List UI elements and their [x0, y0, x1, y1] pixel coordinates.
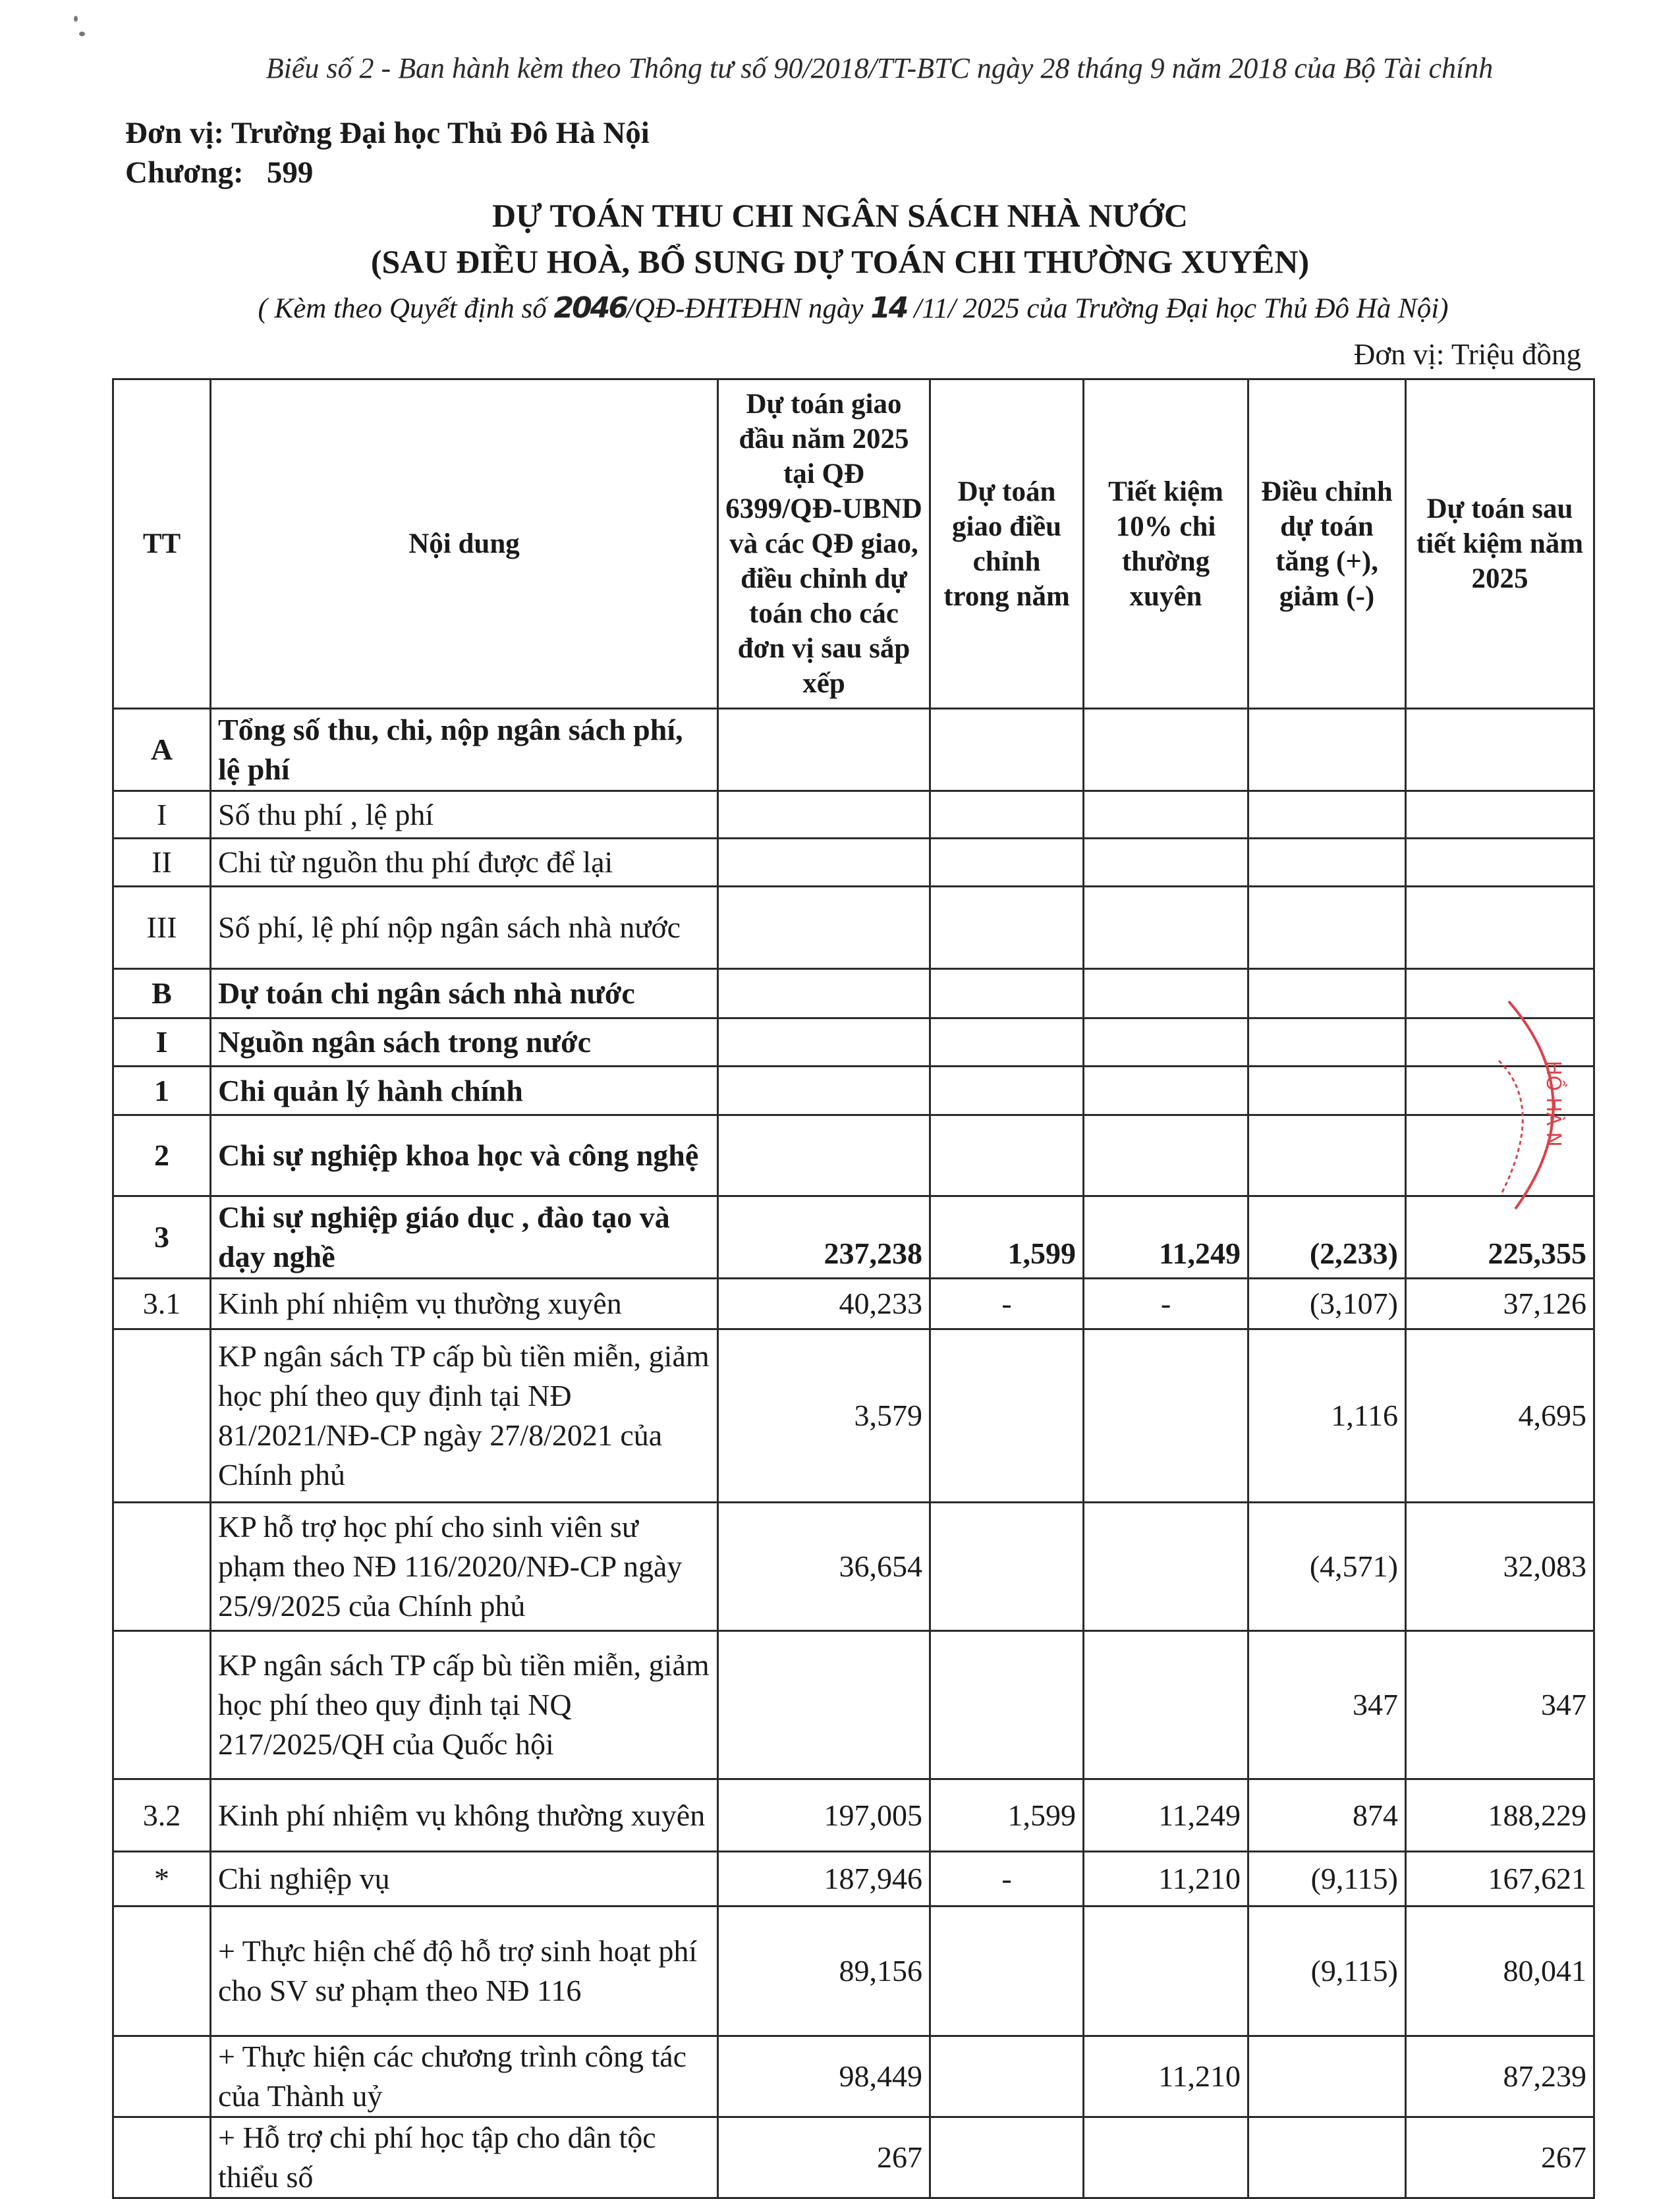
table-row	[113, 1196, 1594, 1279]
header-savings-10pct: Tiết kiệm 10% chi thường xuyên	[1084, 379, 1248, 709]
cell-initial-estimate	[718, 969, 930, 1018]
cell-final-estimate: 4,695	[1406, 1329, 1594, 1503]
table-row	[113, 1329, 1594, 1503]
row-content: Số thu phí , lệ phí	[211, 791, 718, 839]
attachment-prefix: ( Kèm theo Quyết định số	[258, 293, 554, 324]
row-tt: I	[113, 1018, 211, 1067]
table-header-row	[113, 379, 1594, 709]
cell-savings	[1084, 1067, 1248, 1115]
cell-savings: 11,210	[1084, 1852, 1248, 1907]
cell-savings	[1084, 1503, 1248, 1631]
row-tt: 2	[113, 1115, 211, 1196]
cell-savings: 11,249	[1084, 1779, 1248, 1852]
header-initial-estimate: Dự toán giao đầu năm 2025 tại QĐ 6399/QĐ-UBND và các QĐ giao, điều chỉnh dự toán cho các đơn vị sau sắp xếp	[718, 379, 930, 709]
row-tt	[113, 1631, 211, 1779]
cell-final-estimate: 80,041	[1406, 1907, 1594, 2036]
row-content: Chi nghiệp vụ	[211, 1852, 718, 1907]
cell-initial-estimate: 237,238	[718, 1196, 930, 1279]
cell-adjustment	[1248, 791, 1406, 839]
row-tt: B	[113, 969, 211, 1018]
cell-adjustment: (9,115)	[1248, 1907, 1406, 2036]
table-row	[113, 1852, 1594, 1907]
cell-final-estimate: 347	[1406, 1631, 1594, 1779]
document-title: DỰ TOÁN THU CHI NGÂN SÁCH NHÀ NƯỚC	[491, 197, 1189, 234]
currency-unit-label: Đơn vị: Triệu đồng	[1353, 338, 1581, 371]
cell-final-estimate: 87,239	[1406, 2036, 1594, 2117]
table-row	[113, 1631, 1594, 1779]
cell-adjustment	[1248, 2036, 1406, 2117]
header-adjustment: Điều chỉnh dự toán tăng (+), giảm (-)	[1248, 379, 1406, 709]
handwritten-decision-number: 2046	[553, 291, 627, 325]
cell-adjustment: (4,571)	[1248, 1503, 1406, 1631]
cell-savings	[1084, 1115, 1248, 1196]
table-row	[113, 839, 1594, 887]
attachment-note	[0, 291, 1680, 325]
row-tt	[113, 1503, 211, 1631]
row-tt: 3.2	[113, 1779, 211, 1852]
cell-savings	[1084, 1329, 1248, 1503]
table-row	[113, 1067, 1594, 1115]
row-content: KP ngân sách TP cấp bù tiền miễn, giảm học phí theo quy định tại NĐ 81/2021/NĐ-CP ngày 27/8/2021 của Chính phủ	[211, 1329, 718, 1503]
row-content: + Thực hiện chế độ hỗ trợ sinh hoạt phí cho SV sư phạm theo NĐ 116	[211, 1907, 718, 2036]
cell-final-estimate: 267	[1406, 2117, 1594, 2198]
table-row	[113, 2036, 1594, 2117]
cell-adjustment	[1248, 709, 1406, 791]
unit-name: Đơn vị: Trường Đại học Thủ Đô Hà Nội	[125, 116, 650, 150]
row-tt: 3	[113, 1196, 211, 1279]
cell-final-estimate	[1406, 887, 1594, 969]
cell-initial-estimate: 267	[718, 2117, 930, 2198]
cell-savings	[1084, 839, 1248, 887]
header-tt: TT	[113, 379, 211, 709]
row-tt: *	[113, 1852, 211, 1907]
cell-savings	[1084, 1631, 1248, 1779]
row-content: Chi sự nghiệp giáo dục , đào tạo và dạy nghề	[211, 1196, 718, 1279]
cell-adjusted-estimate	[930, 1503, 1084, 1631]
row-content: Chi quản lý hành chính	[211, 1067, 718, 1115]
cell-final-estimate: 167,621	[1406, 1852, 1594, 1907]
form-reference: Biểu số 2 - Ban hành kèm theo Thông tư số 90/2018/TT-BTC ngày 28 tháng 9 năm 2018 của Bộ Tài chính	[266, 52, 1494, 84]
cell-initial-estimate: 89,156	[718, 1907, 930, 2036]
cell-initial-estimate	[718, 791, 930, 839]
row-tt	[113, 2036, 211, 2117]
cell-initial-estimate: 3,579	[718, 1329, 930, 1503]
cell-adjusted-estimate	[930, 2117, 1084, 2198]
row-content: Dự toán chi ngân sách nhà nước	[211, 969, 718, 1018]
cell-initial-estimate	[718, 1018, 930, 1067]
cell-adjusted-estimate	[930, 1631, 1084, 1779]
cell-adjusted-estimate	[930, 1018, 1084, 1067]
cell-final-estimate	[1406, 791, 1594, 839]
cell-adjusted-estimate	[930, 1115, 1084, 1196]
cell-adjustment: 874	[1248, 1779, 1406, 1852]
cell-final-estimate	[1406, 839, 1594, 887]
cell-adjustment	[1248, 887, 1406, 969]
table-row	[113, 1503, 1594, 1631]
cell-initial-estimate: 197,005	[718, 1779, 930, 1852]
table-body	[113, 709, 1594, 2198]
table-row	[113, 791, 1594, 839]
cell-adjusted-estimate	[930, 709, 1084, 791]
cell-savings	[1084, 1018, 1248, 1067]
attachment-suffix: /11/ 2025 của Trường Đại học Thủ Đô Hà Nội)	[907, 293, 1449, 324]
row-content: KP ngân sách TP cấp bù tiền miễn, giảm học phí theo quy định tại NQ 217/2025/QH của Quốc hội	[211, 1631, 718, 1779]
cell-initial-estimate	[718, 887, 930, 969]
cell-adjustment	[1248, 1115, 1406, 1196]
cell-adjusted-estimate	[930, 969, 1084, 1018]
cell-initial-estimate: 98,449	[718, 2036, 930, 2117]
handwritten-day: 14	[870, 291, 907, 325]
table-row	[113, 1907, 1594, 2036]
cell-final-estimate: 225,355	[1406, 1196, 1594, 1279]
cell-savings	[1084, 969, 1248, 1018]
cell-adjustment	[1248, 969, 1406, 1018]
table-row	[113, 969, 1594, 1018]
cell-adjustment: 347	[1248, 1631, 1406, 1779]
table-row	[113, 2117, 1594, 2198]
cell-adjusted-estimate: 1,599	[930, 1779, 1084, 1852]
row-content: Kinh phí nhiệm vụ thường xuyên	[211, 1279, 718, 1329]
cell-savings	[1084, 709, 1248, 791]
cell-adjusted-estimate	[930, 1907, 1084, 2036]
row-tt	[113, 2117, 211, 2198]
row-tt: A	[113, 709, 211, 791]
cell-adjustment	[1248, 1067, 1406, 1115]
cell-adjusted-estimate	[930, 1329, 1084, 1503]
cell-final-estimate: 37,126	[1406, 1279, 1594, 1329]
cell-final-estimate	[1406, 1115, 1594, 1196]
cell-adjustment	[1248, 2117, 1406, 2198]
table-row	[113, 1018, 1594, 1067]
cell-initial-estimate	[718, 839, 930, 887]
header-final-estimate: Dự toán sau tiết kiệm năm 2025	[1406, 379, 1594, 709]
row-tt: I	[113, 791, 211, 839]
cell-adjustment: (3,107)	[1248, 1279, 1406, 1329]
cell-final-estimate: 188,229	[1406, 1779, 1594, 1852]
cell-adjusted-estimate: 1,599	[930, 1196, 1084, 1279]
cell-initial-estimate: 36,654	[718, 1503, 930, 1631]
scan-specks	[71, 14, 91, 41]
issuing-unit-block	[125, 113, 650, 192]
cell-initial-estimate	[718, 1631, 930, 1779]
cell-adjusted-estimate	[930, 839, 1084, 887]
row-content: Kinh phí nhiệm vụ không thường xuyên	[211, 1779, 718, 1852]
cell-savings	[1084, 2117, 1248, 2198]
row-content: Chi sự nghiệp khoa học và công nghệ	[211, 1115, 718, 1196]
table-row	[113, 709, 1594, 791]
cell-adjusted-estimate: -	[930, 1852, 1084, 1907]
cell-initial-estimate	[718, 1067, 930, 1115]
table-row	[113, 887, 1594, 969]
header-adjusted-estimate: Dự toán giao điều chỉnh trong năm	[930, 379, 1084, 709]
row-tt: III	[113, 887, 211, 969]
row-content: Số phí, lệ phí nộp ngân sách nhà nước	[211, 887, 718, 969]
cell-adjusted-estimate	[930, 2036, 1084, 2117]
cell-initial-estimate	[718, 709, 930, 791]
table-row	[113, 1115, 1594, 1196]
row-tt: 1	[113, 1067, 211, 1115]
cell-final-estimate	[1406, 1018, 1594, 1067]
cell-initial-estimate: 187,946	[718, 1852, 930, 1907]
cell-savings: 11,249	[1084, 1196, 1248, 1279]
cell-adjusted-estimate	[930, 1067, 1084, 1115]
attachment-middle: /QĐ-ĐHTĐHN ngày	[626, 293, 871, 324]
cell-adjusted-estimate: -	[930, 1279, 1084, 1329]
row-content: Chi từ nguồn thu phí được để lại	[211, 839, 718, 887]
cell-adjustment	[1248, 1018, 1406, 1067]
row-content: Nguồn ngân sách trong nước	[211, 1018, 718, 1067]
chapter-code: Chương: 599	[125, 155, 314, 190]
cell-final-estimate	[1406, 969, 1594, 1018]
cell-adjustment: (9,115)	[1248, 1852, 1406, 1907]
cell-adjustment: (2,233)	[1248, 1196, 1406, 1279]
row-content: + Thực hiện các chương trình công tác của Thành uỷ	[211, 2036, 718, 2117]
budget-table	[112, 378, 1595, 2199]
cell-initial-estimate: 40,233	[718, 1279, 930, 1329]
cell-final-estimate	[1406, 709, 1594, 791]
row-tt	[113, 1329, 211, 1503]
cell-adjustment	[1248, 839, 1406, 887]
cell-adjustment: 1,116	[1248, 1329, 1406, 1503]
cell-savings	[1084, 791, 1248, 839]
document-subtitle: (SAU ĐIỀU HOÀ, BỔ SUNG DỰ TOÁN CHI THƯỜNG XUYÊN)	[370, 243, 1310, 280]
stamp-text: HỒ HÀ N	[1542, 1061, 1565, 1147]
row-content: Tổng số thu, chi, nộp ngân sách phí, lệ phí	[211, 709, 718, 791]
row-content: KP hỗ trợ học phí cho sinh viên sư phạm theo NĐ 116/2020/NĐ-CP ngày 25/9/2025 của Chính phủ	[211, 1503, 718, 1631]
table-row	[113, 1779, 1594, 1852]
cell-savings	[1084, 887, 1248, 969]
cell-savings: -	[1084, 1279, 1248, 1329]
cell-savings	[1084, 1907, 1248, 2036]
cell-adjusted-estimate	[930, 791, 1084, 839]
row-tt: II	[113, 839, 211, 887]
row-content: + Hỗ trợ chi phí học tập cho dân tộc thiểu số	[211, 2117, 718, 2198]
header-content: Nội dung	[211, 379, 718, 709]
table-row	[113, 1279, 1594, 1329]
cell-savings: 11,210	[1084, 2036, 1248, 2117]
cell-adjusted-estimate	[930, 887, 1084, 969]
cell-final-estimate: 32,083	[1406, 1503, 1594, 1631]
cell-initial-estimate	[718, 1115, 930, 1196]
row-tt: 3.1	[113, 1279, 211, 1329]
cell-final-estimate	[1406, 1067, 1594, 1115]
row-tt	[113, 1907, 211, 2036]
